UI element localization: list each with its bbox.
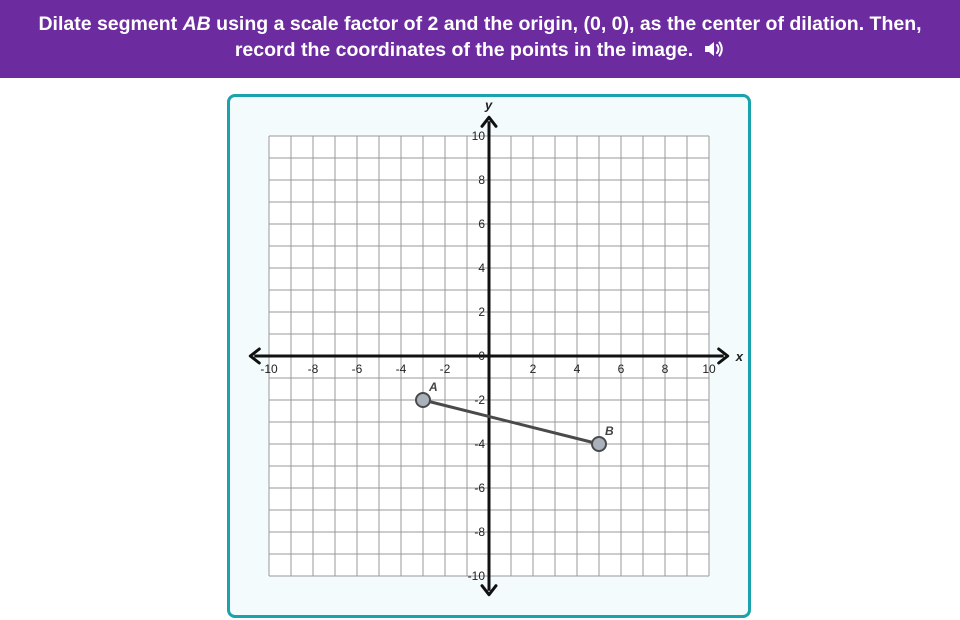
x-tick-label: 10 [702, 362, 716, 376]
instruction-text-end: using a scale factor of 2 and the origin, (0, 0), as the center of dilation. Then, [210, 13, 922, 35]
y-axis-label: y [485, 97, 493, 113]
y-tick-label: 2 [478, 305, 485, 319]
graph-card [227, 94, 751, 618]
instruction-line-2 [8, 37, 952, 63]
instruction-text-start: Dilate segment [38, 13, 183, 35]
x-axis-label: x [735, 349, 743, 364]
y-tick-label: -8 [474, 525, 485, 539]
x-tick-label: -2 [439, 362, 451, 376]
y-tick-label: 10 [471, 129, 485, 143]
x-tick-label: -4 [395, 362, 407, 376]
y-tick-label: 6 [478, 217, 485, 231]
instruction-text-line-2: record the coordinates of the points in the image. [234, 39, 694, 61]
x-tick-label: 6 [617, 362, 625, 376]
segment-name: AB [182, 13, 211, 35]
instruction-line-1 [8, 11, 952, 37]
y-tick-label: -4 [474, 437, 485, 451]
x-tick-label: 4 [573, 362, 581, 376]
point-B[interactable] [592, 437, 606, 451]
y-tick-label: 0 [478, 349, 485, 363]
y-tick-label: -6 [474, 481, 485, 495]
speaker-icon[interactable] [703, 39, 725, 59]
y-tick-label: -2 [474, 393, 485, 407]
coordinate-plane[interactable] [230, 97, 748, 615]
x-tick-label: 2 [529, 362, 537, 376]
y-tick-label: -10 [467, 569, 485, 583]
point-label-A: A [429, 380, 438, 394]
x-tick-label: -6 [351, 362, 363, 376]
point-A[interactable] [416, 393, 430, 407]
x-tick-label: -8 [307, 362, 319, 376]
x-tick-label: 8 [661, 362, 669, 376]
y-tick-label: 8 [478, 173, 485, 187]
x-tick-label: -10 [260, 362, 278, 376]
y-tick-label: 4 [478, 261, 485, 275]
instruction-banner [0, 0, 960, 78]
point-label-B: B [605, 424, 614, 438]
